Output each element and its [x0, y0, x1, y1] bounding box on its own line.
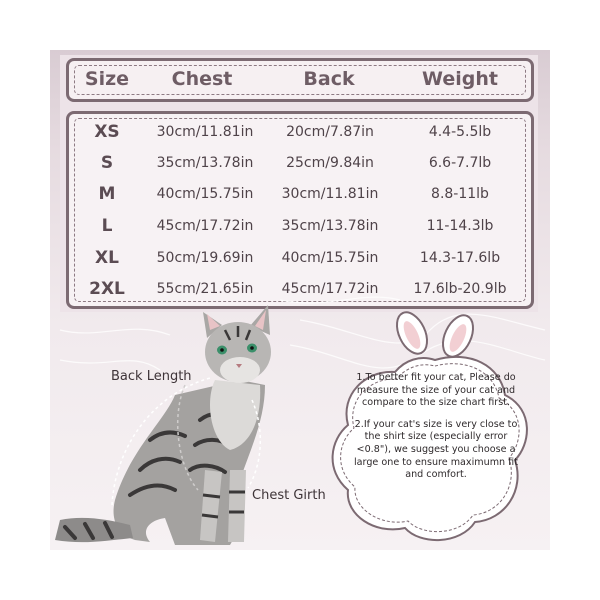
size-cell: S — [100, 153, 114, 173]
weight-cell: 8.8-11lb — [431, 186, 489, 202]
chest-cell: 30cm/11.81in — [156, 124, 254, 140]
header-back: Back — [303, 68, 355, 90]
header-size: Size — [84, 68, 130, 90]
chest-cell: 40cm/15.75in — [156, 186, 254, 202]
chest-girth-label: Chest Girth — [252, 488, 326, 503]
weight-cell: 17.6lb-20.9lb — [413, 281, 507, 297]
size-cell: M — [98, 184, 116, 204]
fit-tip-2: 2.If your cat's size is very close to the shirt size (especially error <0.8"), we suggest you choose a large one to ensure maximumn fit and comfort. — [354, 418, 518, 481]
weight-cell: 11-14.3lb — [426, 218, 494, 234]
fit-tip-1: 1.To better fit your cat, Please do measure the size of your cat and compare to the size chart first. — [356, 372, 516, 409]
back-length-label: Back Length — [111, 369, 192, 384]
cat-figure — [55, 305, 271, 545]
chest-cell: 50cm/19.69in — [156, 250, 254, 266]
chest-cell: 35cm/13.78in — [156, 155, 254, 171]
weight-cell: 6.6-7.7lb — [428, 155, 492, 171]
chest-cell: 45cm/17.72in — [156, 218, 254, 234]
back-cell: 20cm/7.87in — [286, 124, 374, 140]
header-chest: Chest — [171, 68, 233, 90]
header-weight: Weight — [422, 68, 498, 90]
weight-cell: 4.4-5.5lb — [428, 124, 492, 140]
back-cell: 25cm/9.84in — [286, 155, 374, 171]
back-cell: 30cm/11.81in — [281, 186, 379, 202]
size-cell: XL — [95, 248, 119, 268]
back-cell: 45cm/17.72in — [281, 281, 379, 297]
size-cell: L — [101, 216, 113, 236]
fit-tips-note — [352, 372, 520, 491]
size-cell: XS — [94, 122, 120, 142]
back-cell: 40cm/15.75in — [281, 250, 379, 266]
back-cell: 35cm/13.78in — [281, 218, 379, 234]
size-cell: 2XL — [89, 279, 125, 299]
weight-cell: 14.3-17.6lb — [419, 250, 501, 266]
chest-cell: 55cm/21.65in — [156, 281, 254, 297]
